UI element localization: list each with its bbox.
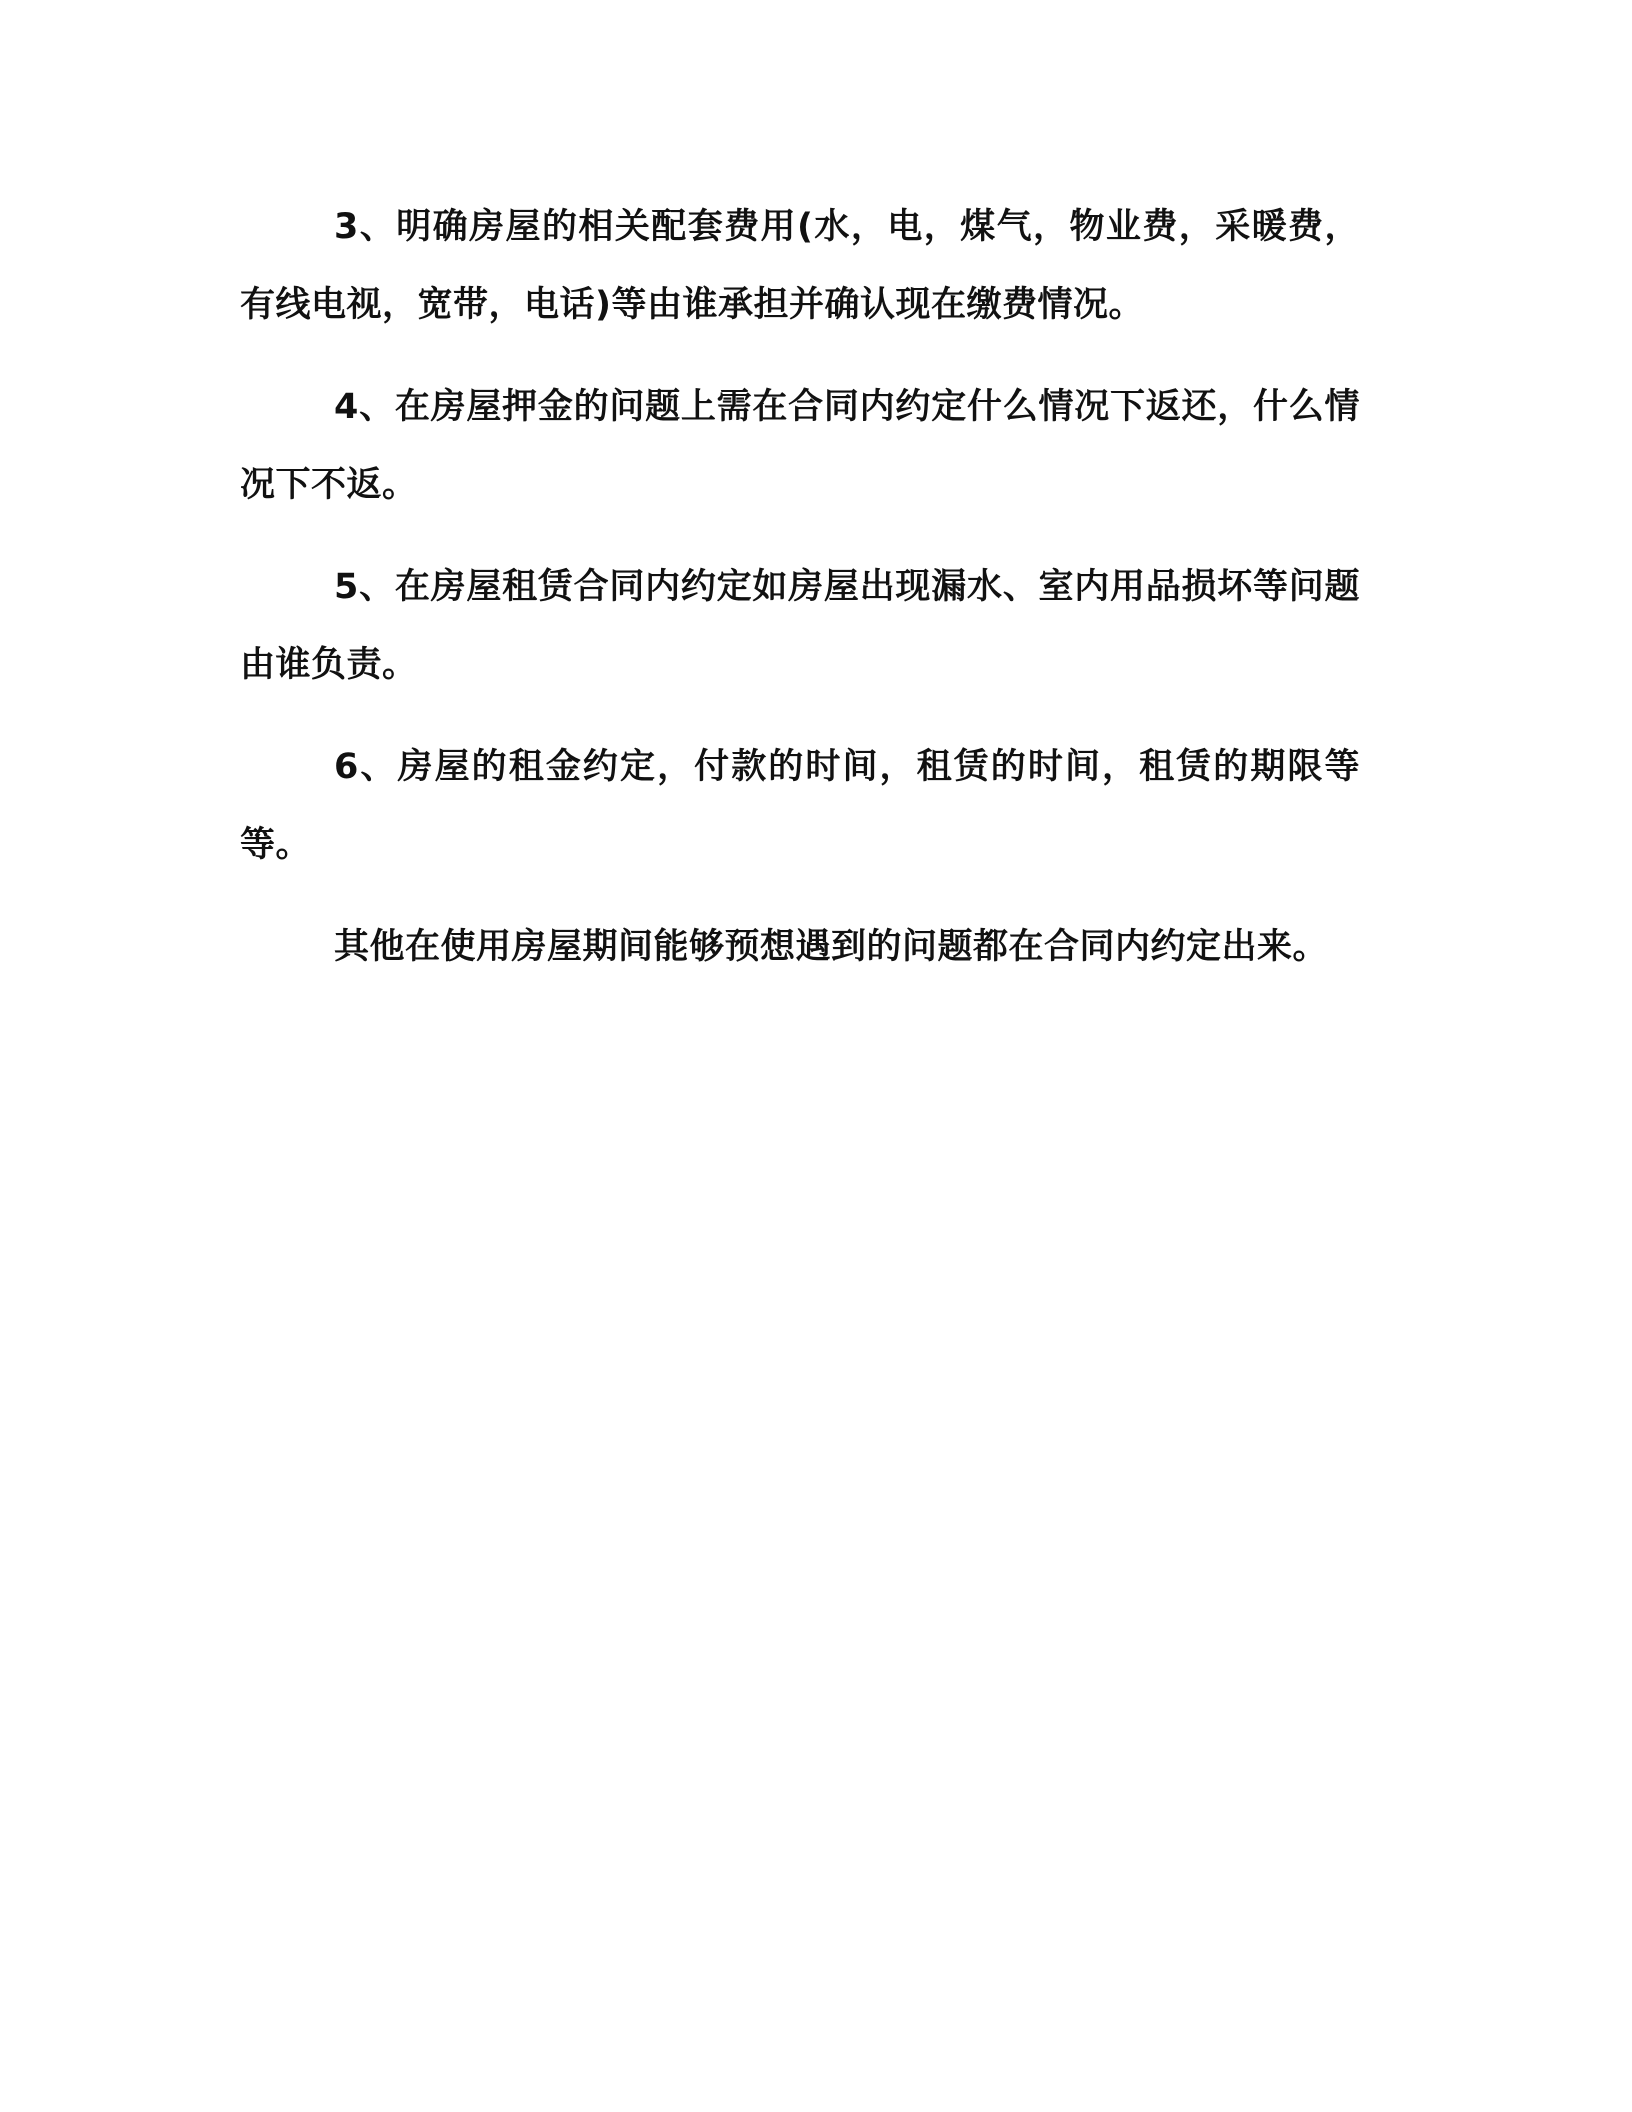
document-body bbox=[240, 188, 1360, 1010]
paragraph-item-4: 4、在房屋押金的问题上需在合同内约定什么情况下返还，什么情况下不返。 bbox=[240, 387, 1360, 505]
paragraph-item-5: 5、在房屋租赁合同内约定如房屋出现漏水、室内用品损坏等问题由谁负责。 bbox=[240, 567, 1360, 685]
paragraph-item-3: 3、明确房屋的相关配套费用(水，电，煤气，物业费，采暖费，有线电视，宽带，电话)等由谁承担并确认现在缴费情况。 bbox=[240, 207, 1360, 325]
paragraph-other: 其他在使用房屋期间能够预想遇到的问题都在合同内约定出来。 bbox=[334, 927, 1329, 967]
paragraph-item-6: 6、房屋的租金约定，付款的时间，租赁的时间，租赁的期限等等。 bbox=[240, 747, 1360, 865]
